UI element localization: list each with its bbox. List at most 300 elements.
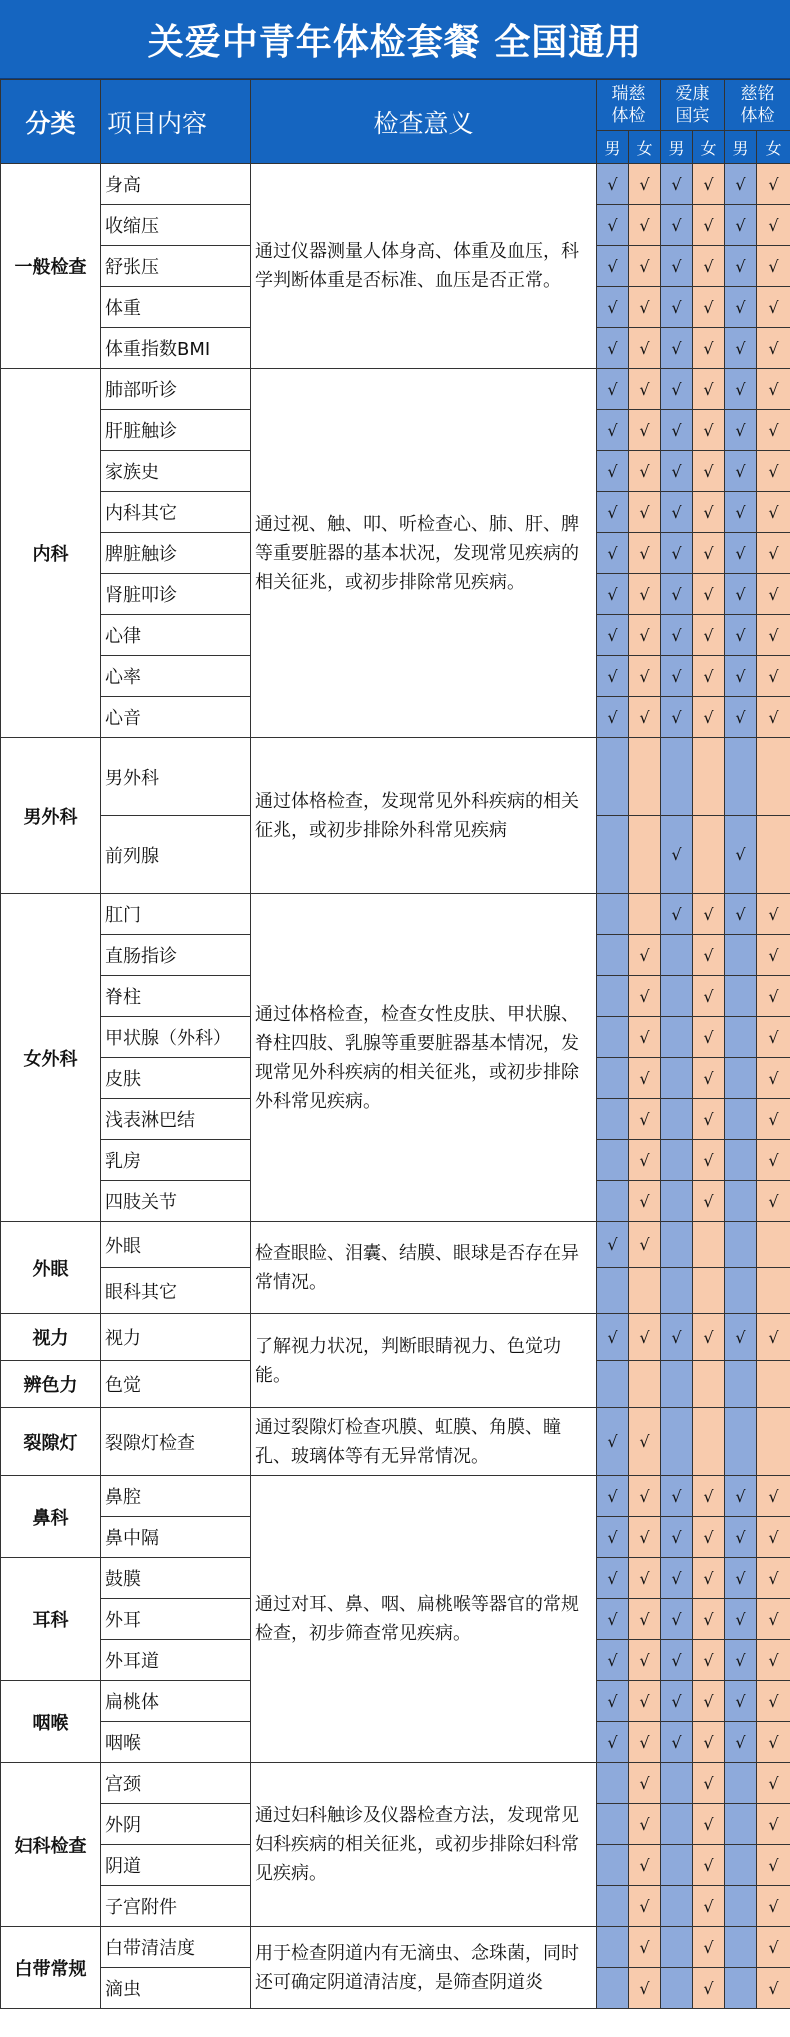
check-mark-icon: √ — [639, 215, 650, 235]
check-cell — [629, 533, 661, 574]
check-cell — [693, 1886, 725, 1927]
check-cell — [661, 1517, 693, 1558]
meaning-cell: 通过体格检查，发现常见外科疾病的相关征兆，或初步排除外科常见疾病 — [251, 738, 597, 894]
check-mark-icon: √ — [607, 1527, 618, 1547]
check-mark-icon: √ — [703, 215, 714, 235]
check-mark-icon: √ — [768, 904, 779, 924]
check-mark-icon: √ — [607, 338, 618, 358]
check-mark-icon: √ — [639, 1814, 650, 1834]
check-mark-icon: √ — [703, 1814, 714, 1834]
table-row — [1, 1476, 790, 1517]
check-cell — [725, 1517, 757, 1558]
check-mark-icon: √ — [735, 297, 746, 317]
check-cell — [629, 328, 661, 369]
check-mark-icon: √ — [735, 1486, 746, 1506]
check-cell — [629, 410, 661, 451]
header-category: 分类 — [1, 80, 101, 164]
check-mark-icon: √ — [768, 1814, 779, 1834]
check-mark-icon: √ — [768, 1150, 779, 1170]
check-cell — [661, 164, 693, 205]
check-cell — [725, 1268, 757, 1314]
check-mark-icon: √ — [671, 174, 682, 194]
check-cell — [597, 697, 629, 738]
item-cell: 甲状腺（外科） — [101, 1017, 251, 1058]
check-mark-icon: √ — [639, 1650, 650, 1670]
item-cell: 心率 — [101, 656, 251, 697]
check-mark-icon: √ — [703, 1191, 714, 1211]
check-mark-icon: √ — [703, 1773, 714, 1793]
check-mark-icon: √ — [639, 379, 650, 399]
check-cell — [597, 492, 629, 533]
check-cell — [757, 1599, 790, 1640]
check-cell — [693, 164, 725, 205]
check-cell — [757, 816, 790, 894]
check-cell — [661, 697, 693, 738]
check-cell — [629, 492, 661, 533]
check-mark-icon: √ — [607, 625, 618, 645]
check-mark-icon: √ — [607, 1609, 618, 1629]
check-cell — [725, 1140, 757, 1181]
check-mark-icon: √ — [703, 945, 714, 965]
check-cell — [661, 205, 693, 246]
item-cell: 白带清洁度 — [101, 1927, 251, 1968]
check-mark-icon: √ — [735, 1568, 746, 1588]
check-mark-icon: √ — [735, 1527, 746, 1547]
check-mark-icon: √ — [639, 1568, 650, 1588]
check-cell — [693, 1517, 725, 1558]
check-cell — [597, 533, 629, 574]
check-mark-icon: √ — [639, 1150, 650, 1170]
check-cell — [693, 328, 725, 369]
check-cell — [597, 738, 629, 816]
item-cell: 外阴 — [101, 1804, 251, 1845]
item-cell: 眼科其它 — [101, 1268, 251, 1314]
meaning-cell: 通过仪器测量人体身高、体重及血压，科学判断体重是否标准、血压是否正常。 — [251, 164, 597, 369]
check-cell — [725, 976, 757, 1017]
check-cell — [661, 451, 693, 492]
check-mark-icon: √ — [703, 666, 714, 686]
check-mark-icon: √ — [735, 461, 746, 481]
check-mark-icon: √ — [703, 420, 714, 440]
check-cell — [629, 1408, 661, 1476]
header-item: 项目内容 — [101, 80, 251, 164]
check-mark-icon: √ — [639, 543, 650, 563]
header-male: 男 — [597, 131, 629, 164]
header-vendor-ruici — [597, 80, 661, 131]
category-cell: 白带常规 — [1, 1927, 101, 2009]
check-cell — [693, 894, 725, 935]
check-cell — [693, 816, 725, 894]
item-cell: 滴虫 — [101, 1968, 251, 2009]
item-cell: 子宫附件 — [101, 1886, 251, 1927]
check-mark-icon: √ — [671, 1732, 682, 1752]
check-cell — [661, 1222, 693, 1268]
check-cell — [661, 1804, 693, 1845]
check-mark-icon: √ — [607, 1732, 618, 1752]
table-row — [1, 738, 790, 816]
check-cell — [597, 1314, 629, 1361]
check-mark-icon: √ — [607, 215, 618, 235]
table-row — [1, 369, 790, 410]
check-cell — [629, 935, 661, 976]
check-mark-icon: √ — [768, 502, 779, 522]
check-cell — [629, 205, 661, 246]
check-cell — [597, 369, 629, 410]
check-cell — [629, 1886, 661, 1927]
check-cell — [725, 1927, 757, 1968]
check-cell — [661, 1927, 693, 1968]
check-cell — [693, 1017, 725, 1058]
check-mark-icon: √ — [703, 707, 714, 727]
item-cell: 前列腺 — [101, 816, 251, 894]
check-mark-icon: √ — [639, 1432, 650, 1451]
check-cell — [757, 697, 790, 738]
check-cell — [597, 1058, 629, 1099]
category-cell: 视力 — [1, 1314, 101, 1361]
check-cell — [725, 410, 757, 451]
check-mark-icon: √ — [703, 502, 714, 522]
check-cell — [597, 615, 629, 656]
check-cell — [693, 1558, 725, 1599]
check-cell — [757, 1968, 790, 2009]
check-mark-icon: √ — [639, 1191, 650, 1211]
category-cell: 一般检查 — [1, 164, 101, 369]
check-cell — [725, 697, 757, 738]
check-mark-icon: √ — [768, 986, 779, 1006]
item-cell: 色觉 — [101, 1361, 251, 1408]
check-cell — [725, 1099, 757, 1140]
check-mark-icon: √ — [671, 1486, 682, 1506]
check-cell — [597, 1845, 629, 1886]
check-mark-icon: √ — [768, 584, 779, 604]
check-mark-icon: √ — [607, 1691, 618, 1711]
check-mark-icon: √ — [671, 215, 682, 235]
check-cell — [661, 894, 693, 935]
vendor-name-line2: 体检 — [611, 106, 646, 126]
check-cell — [693, 1268, 725, 1314]
check-cell — [693, 1845, 725, 1886]
item-cell: 裂隙灯检查 — [101, 1408, 251, 1476]
check-cell — [629, 1268, 661, 1314]
check-cell — [597, 246, 629, 287]
check-cell — [661, 1763, 693, 1804]
check-mark-icon: √ — [768, 543, 779, 563]
check-cell — [629, 1558, 661, 1599]
check-cell — [693, 369, 725, 410]
check-cell — [757, 1314, 790, 1361]
check-cell — [629, 1968, 661, 2009]
check-mark-icon: √ — [735, 543, 746, 563]
check-mark-icon: √ — [703, 1327, 714, 1347]
check-mark-icon: √ — [639, 1691, 650, 1711]
check-cell — [629, 1804, 661, 1845]
check-mark-icon: √ — [671, 707, 682, 727]
check-cell — [725, 615, 757, 656]
check-mark-icon: √ — [703, 1486, 714, 1506]
check-cell — [661, 1640, 693, 1681]
vendor-name-line1: 慈铭 — [740, 84, 775, 104]
check-cell — [757, 656, 790, 697]
check-cell — [629, 1361, 661, 1408]
category-cell: 辨色力 — [1, 1361, 101, 1408]
check-mark-icon: √ — [703, 338, 714, 358]
check-cell — [757, 1640, 790, 1681]
check-mark-icon: √ — [735, 666, 746, 686]
check-cell — [597, 1140, 629, 1181]
check-mark-icon: √ — [768, 1773, 779, 1793]
check-cell — [597, 976, 629, 1017]
check-cell — [757, 410, 790, 451]
item-cell: 舒张压 — [101, 246, 251, 287]
check-mark-icon: √ — [639, 1978, 650, 1998]
check-cell — [725, 205, 757, 246]
check-cell — [597, 1222, 629, 1268]
check-cell — [661, 1681, 693, 1722]
check-mark-icon: √ — [639, 1027, 650, 1047]
check-mark-icon: √ — [703, 1896, 714, 1916]
check-cell — [757, 1408, 790, 1476]
check-cell — [629, 246, 661, 287]
category-cell: 女外科 — [1, 894, 101, 1222]
check-mark-icon: √ — [768, 1486, 779, 1506]
check-cell — [757, 894, 790, 935]
check-cell — [661, 816, 693, 894]
table-row — [1, 164, 790, 205]
check-cell — [757, 1017, 790, 1058]
check-cell — [693, 1599, 725, 1640]
check-mark-icon: √ — [703, 461, 714, 481]
item-cell: 皮肤 — [101, 1058, 251, 1099]
check-cell — [693, 976, 725, 1017]
check-mark-icon: √ — [671, 420, 682, 440]
check-cell — [597, 1681, 629, 1722]
check-cell — [725, 1222, 757, 1268]
item-cell: 心律 — [101, 615, 251, 656]
check-cell — [757, 369, 790, 410]
check-mark-icon: √ — [607, 1327, 618, 1347]
check-mark-icon: √ — [703, 256, 714, 276]
check-mark-icon: √ — [607, 1486, 618, 1506]
check-cell — [757, 1681, 790, 1722]
check-cell — [629, 738, 661, 816]
check-cell — [661, 1886, 693, 1927]
check-mark-icon: √ — [671, 845, 682, 864]
check-cell — [597, 1968, 629, 2009]
check-cell — [629, 894, 661, 935]
check-mark-icon: √ — [607, 584, 618, 604]
check-mark-icon: √ — [607, 1568, 618, 1588]
check-cell — [693, 1927, 725, 1968]
item-cell: 男外科 — [101, 738, 251, 816]
check-mark-icon: √ — [768, 945, 779, 965]
check-cell — [597, 328, 629, 369]
check-cell — [757, 205, 790, 246]
check-mark-icon: √ — [703, 174, 714, 194]
table-row — [1, 1927, 790, 1968]
check-cell — [661, 369, 693, 410]
check-cell — [693, 1058, 725, 1099]
header-female: 女 — [693, 131, 725, 164]
check-cell — [693, 738, 725, 816]
check-mark-icon: √ — [735, 1691, 746, 1711]
check-cell — [629, 1314, 661, 1361]
check-cell — [629, 1640, 661, 1681]
item-cell: 阴道 — [101, 1845, 251, 1886]
check-cell — [757, 1361, 790, 1408]
check-cell — [661, 492, 693, 533]
category-cell: 外眼 — [1, 1222, 101, 1314]
check-mark-icon: √ — [607, 1235, 618, 1254]
check-cell — [629, 976, 661, 1017]
check-cell — [629, 1927, 661, 1968]
check-cell — [661, 1968, 693, 2009]
check-mark-icon: √ — [639, 1327, 650, 1347]
check-mark-icon: √ — [607, 297, 618, 317]
check-cell — [661, 1558, 693, 1599]
check-mark-icon: √ — [639, 420, 650, 440]
check-mark-icon: √ — [768, 1978, 779, 1998]
category-cell: 男外科 — [1, 738, 101, 894]
meaning-cell: 用于检查阴道内有无滴虫、念珠菌，同时还可确定阴道清洁度，是筛查阴道炎 — [251, 1927, 597, 2009]
check-cell — [661, 1314, 693, 1361]
check-mark-icon: √ — [607, 1650, 618, 1670]
check-cell — [725, 328, 757, 369]
check-cell — [725, 369, 757, 410]
check-cell — [757, 1268, 790, 1314]
check-mark-icon: √ — [703, 1568, 714, 1588]
check-cell — [629, 1517, 661, 1558]
check-mark-icon: √ — [639, 584, 650, 604]
check-mark-icon: √ — [607, 420, 618, 440]
check-mark-icon: √ — [607, 379, 618, 399]
check-mark-icon: √ — [735, 904, 746, 924]
check-cell — [629, 697, 661, 738]
check-cell — [661, 1408, 693, 1476]
check-cell — [661, 1058, 693, 1099]
check-cell — [629, 1222, 661, 1268]
check-cell — [597, 1408, 629, 1476]
check-cell — [725, 738, 757, 816]
check-mark-icon: √ — [639, 986, 650, 1006]
check-mark-icon: √ — [735, 502, 746, 522]
check-mark-icon: √ — [639, 666, 650, 686]
check-cell — [693, 656, 725, 697]
check-cell — [661, 287, 693, 328]
check-cell — [661, 1845, 693, 1886]
check-mark-icon: √ — [768, 1650, 779, 1670]
check-cell — [693, 1722, 725, 1763]
check-cell — [757, 935, 790, 976]
check-mark-icon: √ — [639, 1109, 650, 1129]
table-body — [1, 164, 790, 2009]
check-mark-icon: √ — [703, 1937, 714, 1957]
check-cell — [757, 1763, 790, 1804]
item-cell: 肺部听诊 — [101, 369, 251, 410]
check-cell — [597, 1099, 629, 1140]
check-mark-icon: √ — [639, 625, 650, 645]
check-cell — [597, 451, 629, 492]
check-cell — [597, 656, 629, 697]
check-mark-icon: √ — [703, 584, 714, 604]
check-mark-icon: √ — [735, 584, 746, 604]
check-mark-icon: √ — [639, 1773, 650, 1793]
check-cell — [661, 1476, 693, 1517]
item-cell: 身高 — [101, 164, 251, 205]
check-cell — [725, 574, 757, 615]
check-mark-icon: √ — [735, 420, 746, 440]
check-mark-icon: √ — [735, 379, 746, 399]
check-mark-icon: √ — [768, 1855, 779, 1875]
item-cell: 内科其它 — [101, 492, 251, 533]
vendor-name-line1: 瑞慈 — [611, 84, 646, 104]
check-cell — [693, 451, 725, 492]
check-mark-icon: √ — [639, 1937, 650, 1957]
check-mark-icon: √ — [607, 174, 618, 194]
package-table — [0, 79, 790, 2009]
check-cell — [661, 574, 693, 615]
check-cell — [693, 492, 725, 533]
check-cell — [725, 246, 757, 287]
check-mark-icon: √ — [607, 256, 618, 276]
check-cell — [757, 1722, 790, 1763]
check-mark-icon: √ — [735, 625, 746, 645]
check-mark-icon: √ — [703, 1068, 714, 1088]
check-mark-icon: √ — [671, 1691, 682, 1711]
check-mark-icon: √ — [639, 174, 650, 194]
check-mark-icon: √ — [768, 174, 779, 194]
check-mark-icon: √ — [607, 461, 618, 481]
check-cell — [597, 287, 629, 328]
check-cell — [693, 1640, 725, 1681]
item-cell: 体重指数BMI — [101, 328, 251, 369]
check-cell — [597, 1558, 629, 1599]
check-cell — [725, 1640, 757, 1681]
item-cell: 心音 — [101, 697, 251, 738]
check-cell — [693, 615, 725, 656]
item-cell: 脊柱 — [101, 976, 251, 1017]
check-cell — [597, 1599, 629, 1640]
category-cell: 耳科 — [1, 1558, 101, 1681]
check-mark-icon: √ — [768, 256, 779, 276]
check-cell — [661, 976, 693, 1017]
check-cell — [693, 935, 725, 976]
check-cell — [629, 1017, 661, 1058]
check-cell — [725, 1599, 757, 1640]
check-cell — [661, 1181, 693, 1222]
check-cell — [757, 738, 790, 816]
category-cell: 内科 — [1, 369, 101, 738]
check-mark-icon: √ — [768, 1327, 779, 1347]
check-mark-icon: √ — [671, 379, 682, 399]
check-cell — [597, 1017, 629, 1058]
check-cell — [597, 1268, 629, 1314]
meaning-cell: 通过视、触、叩、听检查心、肺、肝、脾等重要脏器的基本状况，发现常见疾病的相关征兆，或初步排除常见疾病。 — [251, 369, 597, 738]
check-cell — [693, 1763, 725, 1804]
check-cell — [693, 1476, 725, 1517]
check-cell — [757, 328, 790, 369]
meaning-cell: 通过体格检查，检查女性皮肤、甲状腺、脊柱四肢、乳腺等重要脏器基本情况，发现常见外科疾病的相关征兆，或初步排除外科常见疾病。 — [251, 894, 597, 1222]
check-cell — [661, 1099, 693, 1140]
check-cell — [693, 1099, 725, 1140]
check-cell — [661, 1361, 693, 1408]
check-mark-icon: √ — [703, 1855, 714, 1875]
check-cell — [629, 369, 661, 410]
vendor-name-line2: 国宾 — [675, 106, 710, 126]
check-mark-icon: √ — [671, 1568, 682, 1588]
check-mark-icon: √ — [639, 1732, 650, 1752]
check-cell — [725, 1058, 757, 1099]
meaning-cell: 通过对耳、鼻、咽、扁桃喉等器官的常规检查，初步筛查常见疾病。 — [251, 1476, 597, 1763]
